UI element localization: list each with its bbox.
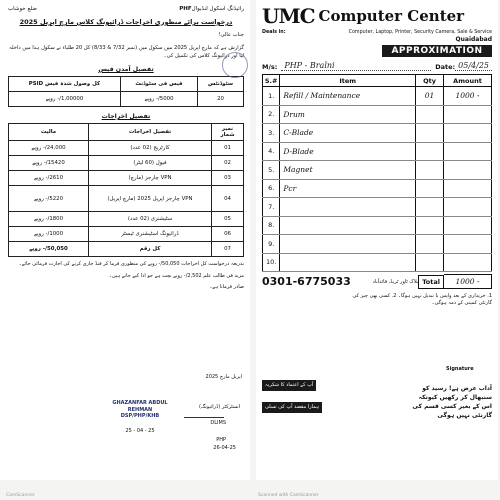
- expense-no: 06: [212, 227, 244, 242]
- expense-header: مالیت: [9, 124, 89, 141]
- invoice-item: [280, 235, 416, 254]
- invoice-row: [263, 235, 492, 254]
- date-note: اپریل مارچ 2025: [205, 374, 242, 380]
- invoice-amount: [444, 161, 492, 180]
- invoice-item: Drum: [280, 105, 416, 124]
- signature-mark: [184, 410, 224, 418]
- invoice-header: Amount: [444, 75, 492, 87]
- invoice-qty: [416, 235, 444, 254]
- invoice-header: S.#: [263, 75, 280, 87]
- php-label: PHP: [216, 437, 226, 443]
- address: بلاک ٹاور ٹریڈ، قائدآباد: [372, 278, 419, 285]
- invoice-row: [263, 161, 492, 180]
- invoice-item: D-Blade: [280, 142, 416, 161]
- invoice-sn: 5.: [263, 161, 280, 180]
- invoice-row: [263, 198, 492, 217]
- officer-stamp: [100, 400, 180, 434]
- expense-no: 05: [212, 212, 244, 227]
- expense-header-row: [9, 124, 244, 141]
- expense-amount: 50,050/- روپے: [9, 242, 89, 257]
- closing-note: آداب عرض ہے! رسید کو سنبھال کر رکھیں کیونکہ اس کے بغیر کسی قسم کی گارنٹی نہیں ہوگی: [412, 385, 492, 419]
- invoice-sn: 1.: [263, 87, 280, 106]
- invoice-qty: [416, 216, 444, 235]
- date-label: Date:: [435, 63, 456, 71]
- company-logo: UMC: [262, 4, 315, 28]
- invoice-table: [262, 74, 492, 272]
- expense-no: 03: [212, 171, 244, 186]
- invoice-item: [280, 253, 416, 272]
- letter-greeting: جناب عالی!: [218, 32, 244, 38]
- summary-line: بذریعہ درخواست کل اخراجات 50,050/- روپے کی منظوری فرما کر فنڈ جاری کرنے کی اجازت فرمائی جائے۔: [18, 261, 244, 267]
- expense-header: نمبر شمار: [212, 124, 244, 141]
- officer-name: GHAZANFAR ABDUL REHMAN: [112, 400, 168, 413]
- invoice-qty: [416, 105, 444, 124]
- document-type-badge: APPROXIMATION: [382, 45, 492, 57]
- expense-row: [9, 171, 244, 186]
- invoice-item: Pcr: [280, 179, 416, 198]
- invoice-qty: [416, 124, 444, 143]
- expense-row: [9, 227, 244, 242]
- expense-row: [9, 156, 244, 171]
- invoice-row: [263, 87, 492, 106]
- invoice-amount: [444, 198, 492, 217]
- invoice-item: [280, 216, 416, 235]
- expense-desc: VPN چارجز (مارچ): [89, 171, 212, 186]
- invoice-sn: 4.: [263, 142, 280, 161]
- income-cell: 5000/- روپے: [120, 92, 197, 107]
- invoice-amount: [444, 142, 492, 161]
- expense-desc: VPN چارجز اپریل 2025 (مارچ اپریل): [89, 186, 212, 212]
- invoice-qty: 01: [416, 87, 444, 106]
- expense-table: [8, 123, 244, 257]
- expense-desc: کل رقم: [89, 242, 212, 257]
- round-stamp: [222, 52, 248, 78]
- invoice-sn: 3.: [263, 124, 280, 143]
- invoice-sn: 6.: [263, 179, 280, 198]
- invoice-sn: 9.: [263, 235, 280, 254]
- income-header: کل وصول شدہ فیس PSID: [9, 77, 121, 92]
- district-label: ضلع خوشاب: [8, 6, 37, 12]
- invoice-header-row: [263, 75, 492, 87]
- invoice-header: Item: [280, 75, 416, 87]
- expense-no: 01: [212, 141, 244, 156]
- expense-no: 02: [212, 156, 244, 171]
- expense-desc: سٹیشنری (02 عدد): [89, 212, 212, 227]
- terms-text: 1. خریداری کے بعد واپس یا تبدیل نہیں ہوگا۔ 2. کسی بھی چیز کی گارنٹی کمپنی کے ذمہ ہوگی۔: [352, 293, 492, 306]
- invoice-row: [263, 179, 492, 198]
- invoice-item: Magnet: [280, 161, 416, 180]
- expense-total-row: [9, 242, 244, 257]
- invoice-sn: 10.: [263, 253, 280, 272]
- expense-row: [9, 212, 244, 227]
- expense-row: [9, 141, 244, 156]
- invoice-sn: 2.: [263, 105, 280, 124]
- total-label: Total: [418, 275, 444, 289]
- invoice-amount: [444, 179, 492, 198]
- location: Quaidabad: [455, 36, 492, 43]
- php-date: 26-04-25: [213, 445, 236, 451]
- income-header: فیس فی سٹوڈنٹ: [120, 77, 197, 92]
- expense-desc: کارٹریج (02 عدد): [89, 141, 212, 156]
- customer-value: PHP - Bralni: [281, 61, 431, 71]
- total-value: 1000 -: [444, 274, 492, 289]
- invoice-row: [263, 142, 492, 161]
- footer-left: CamScanner: [6, 493, 35, 498]
- expense-amount: 1800/- روپے: [9, 212, 89, 227]
- invoice-qty: [416, 161, 444, 180]
- thanks-badge: آپ کے اعتماد کا شکریہ: [262, 380, 316, 391]
- summary-line: مزید فی طالب علم 2,502/- روپے بچت ہے جو ادا کیے جاتے ہیں۔: [109, 272, 244, 279]
- customer-row: [262, 61, 492, 71]
- income-cell: 1,00000/- روپے: [9, 92, 121, 107]
- officer-title: DSP/PHP/KHB: [120, 413, 160, 419]
- invoice-row: [263, 253, 492, 272]
- expense-letter-page: [0, 0, 250, 480]
- org-label: رائیڈنگ اسکول لنڈیوال: [191, 6, 244, 12]
- invoice-qty: [416, 179, 444, 198]
- invoice-sn: 8.: [263, 216, 280, 235]
- income-section-title: تفصیل آمدن فیس: [98, 66, 154, 73]
- income-cell: 20: [198, 92, 244, 107]
- invoice-sn: 7.: [263, 198, 280, 217]
- expense-header: تفصیل اخراجات: [89, 124, 212, 141]
- total-row: [262, 274, 492, 289]
- letter-header: [8, 6, 244, 12]
- letter-title: درخواست برائے منظوری اخراجات ڈرائیونگ کلاس مارچ اپریل 2025: [19, 18, 233, 26]
- invoice-qty: [416, 253, 444, 272]
- expense-desc: ڈرائیونگ اسٹیشنری ٹیسٹر: [89, 227, 212, 242]
- closing-line: صادر فرمانا ہے۔: [209, 284, 244, 290]
- instructor-label: انسٹرکٹر (ڈرائیونگ): [198, 404, 240, 410]
- invoice-header: [262, 4, 492, 28]
- invoice-amount: 1000 -: [444, 87, 492, 106]
- expense-section-title: تفصیل اخراجات: [101, 113, 151, 120]
- income-header-row: [9, 77, 244, 92]
- company-name: Computer Center: [318, 7, 465, 25]
- expense-amount: 1000/- روپے: [9, 227, 89, 242]
- expense-amount: 2610/- روپے: [9, 171, 89, 186]
- invoice-amount: [444, 253, 492, 272]
- invoice-row: [263, 216, 492, 235]
- footer-mid: Scanned with CamScanner: [258, 493, 319, 498]
- expense-desc: فیول (60 لیٹر): [89, 156, 212, 171]
- expense-amount: 5220/- روپے: [9, 186, 89, 212]
- income-header: سٹوڈنٹس: [198, 77, 244, 92]
- dlims-label: DLIMS: [210, 420, 226, 426]
- expense-no: 07: [212, 242, 244, 257]
- invoice-amount: [444, 105, 492, 124]
- officer-date: 25 - 04 - 25: [125, 427, 155, 434]
- phone-number: 0301-6775033: [262, 275, 351, 288]
- deals-in-text: Computer, Laptop, Printer, Security Camera, Sale & Service: [348, 30, 492, 35]
- deals-in-row: [262, 30, 492, 35]
- invoice-row: [263, 124, 492, 143]
- date-value: 05/4/25: [455, 61, 492, 71]
- invoice-item: [280, 198, 416, 217]
- income-table: [8, 76, 244, 107]
- expense-no: 04: [212, 186, 244, 212]
- expense-amount: 24,000/- روپے: [9, 141, 89, 156]
- invoice-qty: [416, 142, 444, 161]
- expense-amount: 15420/- روپے: [9, 156, 89, 171]
- income-row: [9, 92, 244, 107]
- invoice-qty: [416, 198, 444, 217]
- invoice-item: C-Blade: [280, 124, 416, 143]
- letter-body: گزارش ہے کہ مارچ اپریل 2025 میں سکول میں (نمبر 7/32 & 8/33) کل 20 طلباء نے سکول ہذا میں داخلہ لیا اور درائیونگ کلاس کی تکمیل کی۔: [8, 45, 244, 59]
- invoice-amount: [444, 235, 492, 254]
- customer-label: M/s:: [262, 63, 278, 71]
- org-code: PHF: [179, 6, 192, 12]
- deals-in-label: Deals in:: [262, 30, 286, 35]
- invoice-item: Refill / Maintenance: [280, 87, 416, 106]
- invoice-page: [256, 0, 498, 480]
- invoice-amount: [444, 124, 492, 143]
- invoice-row: [263, 105, 492, 124]
- invoice-header: Qty: [416, 75, 444, 87]
- motto-badge: ہمارا مقصد آپ کی تسلی: [262, 402, 322, 413]
- signature-label: Signature: [446, 366, 474, 372]
- invoice-amount: [444, 216, 492, 235]
- expense-row: [9, 186, 244, 212]
